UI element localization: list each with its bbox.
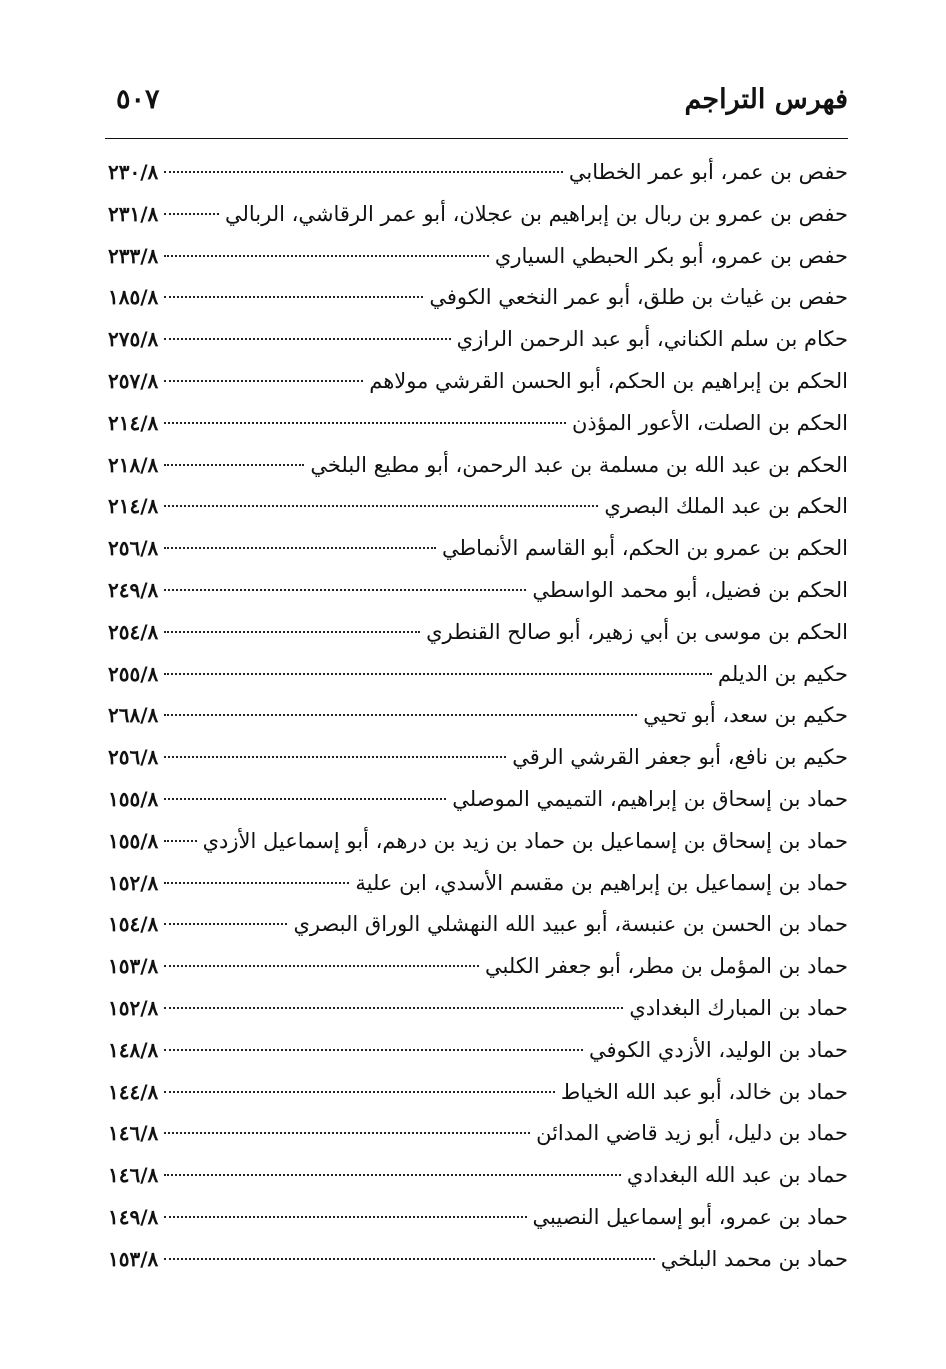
entry-reference: ١٥٥/٨ (108, 786, 159, 811)
dot-leader (164, 213, 219, 215)
index-entry (108, 904, 848, 946)
dot-leader (164, 1049, 583, 1051)
dot-leader (164, 882, 349, 884)
dot-leader (164, 1091, 555, 1093)
dot-leader (164, 1132, 530, 1134)
entry-name: حماد بن المؤمل بن مطر، أبو جعفر الكلبي (485, 954, 848, 979)
entry-name: حماد بن المبارك البغدادي (629, 995, 848, 1020)
index-entry (108, 779, 848, 821)
entry-reference: ١٨٥/٨ (108, 285, 159, 310)
dot-leader (164, 798, 446, 800)
entry-name: حفص بن عمر، أبو عمر الخطابي (568, 160, 848, 184)
entry-name: الحكم بن فضيل، أبو محمد الواسطي (532, 577, 848, 602)
entry-name: الحكم بن عمرو بن الحكم، أبو القاسم الأنماطي (441, 536, 848, 561)
entry-name: حفص بن عمرو بن ربال بن إبراهيم بن عجلان، أبو عمر الرقاشي، الربالي (225, 201, 848, 226)
entry-name: الحكم بن عبد الملك البصري (604, 494, 848, 519)
page-header (108, 80, 848, 126)
entry-reference: ٢٣٠/٨ (108, 160, 159, 184)
index-entry (108, 236, 848, 278)
index-entry (108, 1113, 848, 1155)
entry-reference: ١٤٦/٨ (108, 1121, 159, 1146)
index-entry (108, 1239, 848, 1281)
dot-leader (164, 505, 598, 507)
dot-leader (164, 756, 506, 758)
entry-name: حماد بن إسماعيل بن إبراهيم بن مقسم الأسدي، ابن علية (355, 870, 848, 895)
entry-reference: ٢١٤/٨ (108, 494, 159, 519)
entry-reference: ٢٥٧/٨ (108, 368, 159, 393)
entry-reference: ٢٦٨/٨ (108, 703, 159, 728)
entry-name: الحكم بن عبد الله بن مسلمة بن عبد الرحمن، أبو مطيع البلخي (310, 452, 848, 477)
entry-name: الحكم بن إبراهيم بن الحكم، أبو الحسن القرشي مولاهم (369, 368, 848, 393)
dot-leader (164, 422, 566, 424)
entry-reference: ٢٥٦/٨ (108, 745, 159, 770)
dot-leader (164, 631, 420, 633)
entry-reference: ٢١٨/٨ (108, 452, 159, 477)
index-entry (108, 445, 848, 487)
entry-name: حماد بن دليل، أبو زيد قاضي المدائن (536, 1121, 848, 1146)
index-entry (108, 528, 848, 570)
page-title: فهرس التراجم (684, 84, 848, 115)
index-entry (108, 194, 848, 236)
dot-leader (164, 1258, 654, 1260)
dot-leader (164, 965, 479, 967)
dot-leader (164, 673, 712, 675)
dot-leader (164, 1174, 621, 1176)
index-entry (108, 654, 848, 696)
entry-name: حماد بن إسحاق بن إبراهيم، التميمي الموصلي (452, 786, 848, 811)
index-entry (108, 1155, 848, 1197)
dot-leader (164, 923, 287, 925)
entry-reference: ٢٥٥/٨ (108, 661, 159, 686)
entry-name: حكيم بن الديلم (717, 661, 848, 686)
entry-reference: ١٤٨/٨ (108, 1037, 159, 1062)
entry-name: حفص بن عمرو، أبو بكر الحبطي السياري (494, 243, 848, 268)
biography-index-list (108, 152, 848, 1281)
index-entry (108, 612, 848, 654)
index-entry (108, 695, 848, 737)
index-entry (108, 277, 848, 319)
index-entry (108, 486, 848, 528)
dot-leader (164, 380, 363, 382)
entry-name: حكيم بن نافع، أبو جعفر القرشي الرقي (512, 745, 848, 770)
page-number: ٥٠٧ (116, 84, 160, 115)
entry-reference: ١٤٦/٨ (108, 1163, 159, 1188)
index-entry (108, 863, 848, 905)
dot-leader (164, 171, 563, 173)
header-divider (105, 138, 848, 139)
entry-reference: ١٥٣/٨ (108, 1246, 159, 1271)
entry-reference: ٢١٤/٨ (108, 410, 159, 435)
entry-name: حماد بن خالد، أبو عبد الله الخياط (560, 1079, 848, 1104)
index-entry (108, 403, 848, 445)
index-entry (108, 152, 848, 194)
entry-reference: ١٤٤/٨ (108, 1079, 159, 1104)
entry-name: حكيم بن سعد، أبو تحيي (643, 703, 848, 728)
dot-leader (164, 255, 489, 257)
dot-leader (164, 840, 196, 842)
index-entry (108, 737, 848, 779)
index-entry (108, 988, 848, 1030)
index-entry (108, 1197, 848, 1239)
entry-name: حماد بن محمد البلخي (660, 1246, 848, 1271)
dot-leader (164, 464, 304, 466)
entry-name: حماد بن الحسن بن عنبسة، أبو عبيد الله النهشلي الوراق البصري (293, 912, 848, 937)
index-entry (108, 361, 848, 403)
entry-reference: ١٥٢/٨ (108, 870, 159, 895)
entry-reference: ٢٧٥/٨ (108, 327, 159, 352)
dot-leader (164, 547, 436, 549)
entry-reference: ٢٤٩/٨ (108, 577, 159, 602)
entry-name: حماد بن عمرو، أبو إسماعيل النصيبي (532, 1204, 848, 1229)
index-entry (108, 570, 848, 612)
entry-name: حكام بن سلم الكناني، أبو عبد الرحمن الرازي (456, 327, 848, 352)
entry-name: حماد بن عبد الله البغدادي (626, 1163, 848, 1188)
dot-leader (164, 1216, 526, 1218)
entry-reference: ٢٥٦/٨ (108, 536, 159, 561)
entry-reference: ١٥٤/٨ (108, 912, 159, 937)
dot-leader (164, 589, 526, 591)
dot-leader (164, 296, 423, 298)
index-entry (108, 1030, 848, 1072)
entry-reference: ١٥٣/٨ (108, 954, 159, 979)
dot-leader (164, 714, 637, 716)
entry-reference: ٢٣٣/٨ (108, 243, 159, 268)
entry-name: الحكم بن موسى بن أبي زهير، أبو صالح القنطري (426, 619, 848, 644)
dot-leader (164, 1007, 623, 1009)
entry-reference: ١٥٥/٨ (108, 828, 159, 853)
entry-reference: ١٤٩/٨ (108, 1204, 159, 1229)
index-entry (108, 1072, 848, 1114)
dot-leader (164, 338, 450, 340)
entry-reference: ٢٣١/٨ (108, 201, 159, 226)
entry-name: حماد بن إسحاق بن إسماعيل بن حماد بن زيد بن درهم، أبو إسماعيل الأزدي (202, 828, 848, 853)
entry-name: الحكم بن الصلت، الأعور المؤذن (571, 410, 848, 435)
entry-reference: ٢٥٤/٨ (108, 619, 159, 644)
entry-reference: ١٥٢/٨ (108, 995, 159, 1020)
entry-name: حفص بن غياث بن طلق، أبو عمر النخعي الكوفي (429, 285, 848, 310)
entry-name: حماد بن الوليد، الأزدي الكوفي (589, 1037, 848, 1062)
index-entry (108, 821, 848, 863)
index-entry (108, 946, 848, 988)
index-entry (108, 319, 848, 361)
